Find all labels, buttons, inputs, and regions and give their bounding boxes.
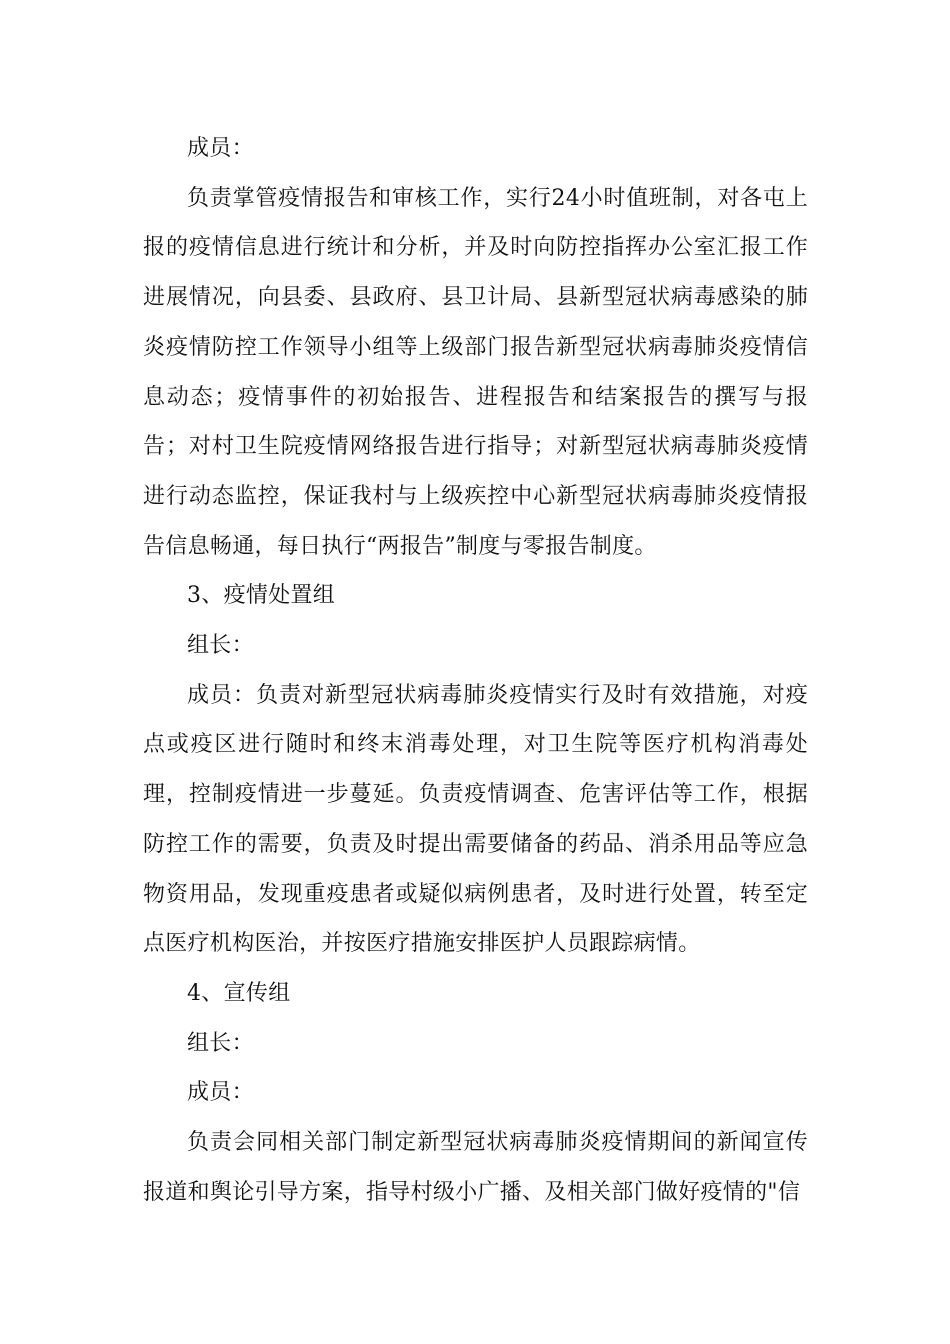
paragraph-members-2: 成员： bbox=[187, 1080, 254, 1106]
paragraph-group-leader-2: 组长： bbox=[187, 1030, 254, 1056]
heading-epidemic-handling-group: 3、疫情处置组 bbox=[187, 583, 336, 609]
paragraph-handling-duties: 成员：负责对新型冠状病毒肺炎疫情实行及时有效措施，对疫点或疫区进行随时和终末消毒处理，对卫生院等医疗机构消毒处理，控制疫情进一步蔓延。负责疫情调查、危害评估等工作，根据防控工作的需要，负责及时提出需要储备的药品、消杀用品等应急物资用品，发现重疫患者或疑似病例患者，及时进行处置，转至定点医疗机构医治，并按医疗措施安排医护人员跟踪病情。 bbox=[143, 682, 808, 957]
document-body bbox=[143, 124, 808, 1217]
paragraph-publicity-duties: 负责会同相关部门制定新型冠状病毒肺炎疫情期间的新闻宣传报道和舆论引导方案，指导村级小广播、及相关部门做好疫情的"信 bbox=[143, 1130, 808, 1205]
paragraph-members-1: 成员： bbox=[187, 136, 254, 161]
paragraph-group-leader-1: 组长： bbox=[187, 633, 254, 659]
heading-publicity-group: 4、宣传组 bbox=[187, 980, 291, 1006]
paragraph-report-duties: 负责掌管疫情报告和审核工作，实行24小时值班制，对各屯上报的疫情信息进行统计和分析，并及时向防控指挥办公室汇报工作进展情况，向县委、县政府、县卫计局、县新型冠状病毒感染的肺炎疫情防控工作领导小组等上级部门报告新型冠状病毒肺炎疫情信息动态；疫情事件的初始报告、进程报告和结案报告的撰写与报告；对村卫生院疫情网络报告进行指导；对新型冠状病毒肺炎疫情进行动态监控，保证我村与上级疾控中心新型冠状病毒肺炎疫情报告信息畅通，每日执行“两报告”制度与零报告制度。 bbox=[143, 185, 808, 559]
